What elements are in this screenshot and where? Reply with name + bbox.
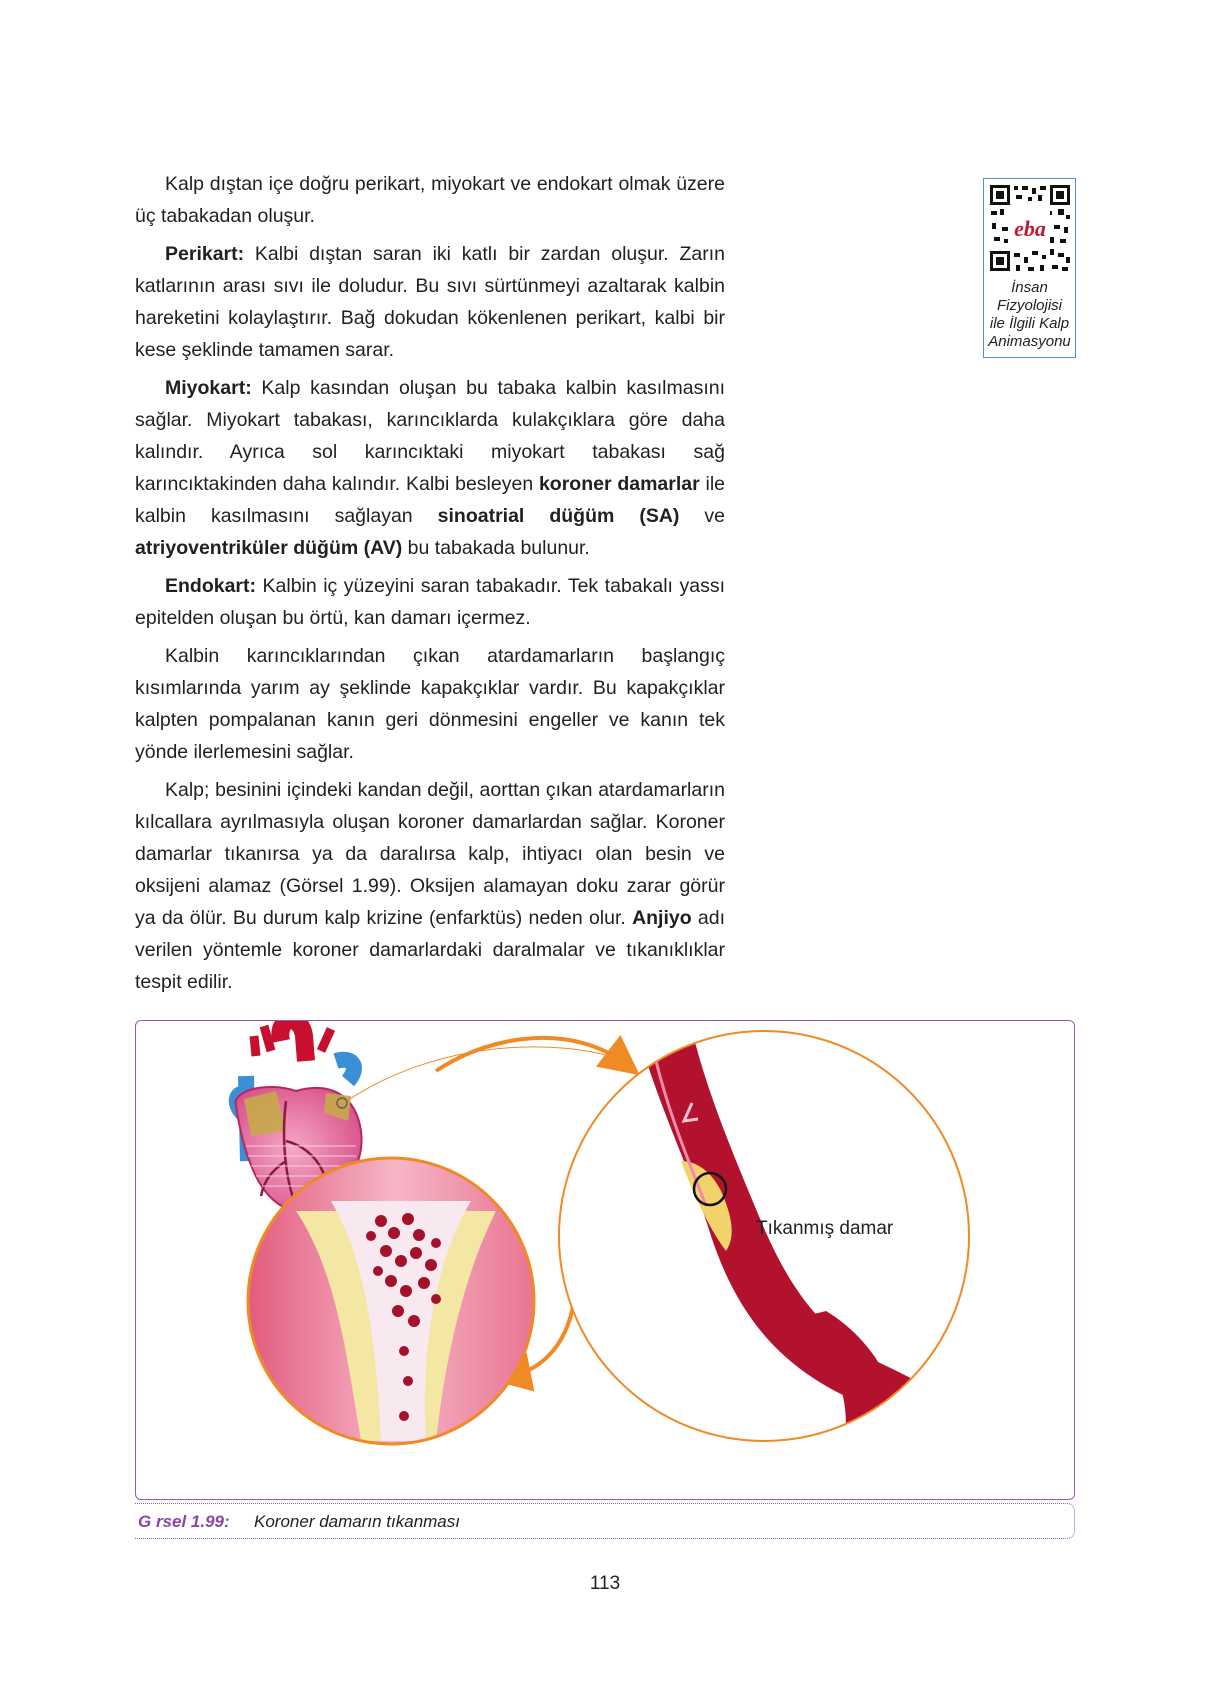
page-number: 113 — [589, 1573, 621, 1594]
bold-term: koroner damarlar — [538, 473, 700, 495]
bold-term: sinoatrial düğüm (SA) — [437, 505, 680, 527]
text-run: Kalbin karıncıklarından çıkan atardamarların başlangıç kısımlarında yarım ay şeklinde kapakçıklar vardır. Bu kapakçıklar kalpten pompalanan kanın geri dönmesini engeller ve kanın tek yönde ilerlemesini sağlar. — [135, 645, 725, 763]
qr-code-icon[interactable] — [988, 183, 1072, 273]
qr-caption-line: Fizyolojisi — [996, 297, 1062, 314]
text-run: ile kalbin kasılmasını sağlayan — [135, 473, 726, 527]
qr-caption-line: İnsan — [1011, 279, 1048, 296]
bold-term: Miyokart: — [165, 377, 252, 399]
text-run: Kalp dıştan içe doğru perikart, miyokart ve endokart olmak üzere üç tabakadan oluşur. — [135, 173, 725, 227]
text-run: Kalbin iç yüzeyini saran tabakadır. Tek tabakalı yassı epitelden oluşan bu örtü, kan damarı içermez. — [135, 575, 725, 629]
figure-caption — [135, 1503, 1075, 1539]
text-run: Kalbi dıştan saran iki katlı bir zardan oluşur. Zarın katlarının arası sıvı ile doludur. Bu sıvı sürtünmeyi azaltarak kalbin hareketini kolaylaştırır. Bağ dokudan kökenlenen perikart, kalbi bir kese şeklinde tamamen sarar. — [135, 243, 725, 361]
qr-caption-line: ile İlgili Kalp — [989, 315, 1070, 332]
qr-caption — [984, 279, 1075, 351]
qr-box[interactable] — [983, 178, 1076, 358]
text-run: Kalp; besinini içindeki kandan değil, aorttan çıkan atardamarların kılcallara ayrılmasıyla oluşan koroner damarlardan sağlar. Koroner damarlar tıkanırsa ya da daralırsa kalp, ihtiyacı olan besin ve oksijeni alamaz (Görsel 1.99). Oksijen alamayan doku zarar görür ya da ölür. Bu durum kalp krizine (enfarktüs) neden olur. — [135, 779, 725, 929]
paragraph — [135, 168, 725, 232]
bold-term: Endokart: — [165, 575, 257, 597]
text-run: bu tabakada bulunur. — [402, 537, 590, 559]
bold-term: Anjiyo — [632, 907, 692, 929]
body-text — [135, 168, 725, 1004]
figure-frame — [135, 1020, 1075, 1500]
coronary-illustration — [136, 1021, 1074, 1499]
paragraph — [135, 238, 725, 366]
eba-logo: eba — [1014, 216, 1046, 241]
paragraph — [135, 570, 725, 634]
text-run: adı verilen yöntemle koroner damarlardaki daralmalar ve tıkanıklıklar tespit edilir. — [135, 907, 726, 993]
plaque-closeup — [246, 1156, 546, 1456]
figure-caption-text: Koroner damarın tıkanması — [254, 1512, 460, 1531]
text-run: ve — [679, 505, 726, 527]
paragraph — [135, 372, 725, 564]
blocked-vessel — [556, 1026, 996, 1461]
paragraph — [135, 774, 725, 998]
paragraph — [135, 640, 725, 768]
blocked-vessel-label: Tıkanmış damar — [756, 1218, 894, 1239]
bold-term: atriyoventriküler düğüm (AV) — [135, 537, 403, 559]
figure-caption-label: G rsel 1.99: — [138, 1512, 230, 1531]
text-run: Kalp kasından oluşan bu tabaka kalbin kasılmasını sağlar. Miyokart tabakası, karıncıklarda kulakçıklara göre daha kalındır. Ayrıca sol karıncıktaki miyokart tabakası sağ karıncıktakinden daha kalındır. Kalbi besleyen — [135, 377, 725, 495]
bold-term: Perikart: — [165, 243, 245, 265]
qr-caption-line: Animasyonu — [988, 333, 1071, 350]
